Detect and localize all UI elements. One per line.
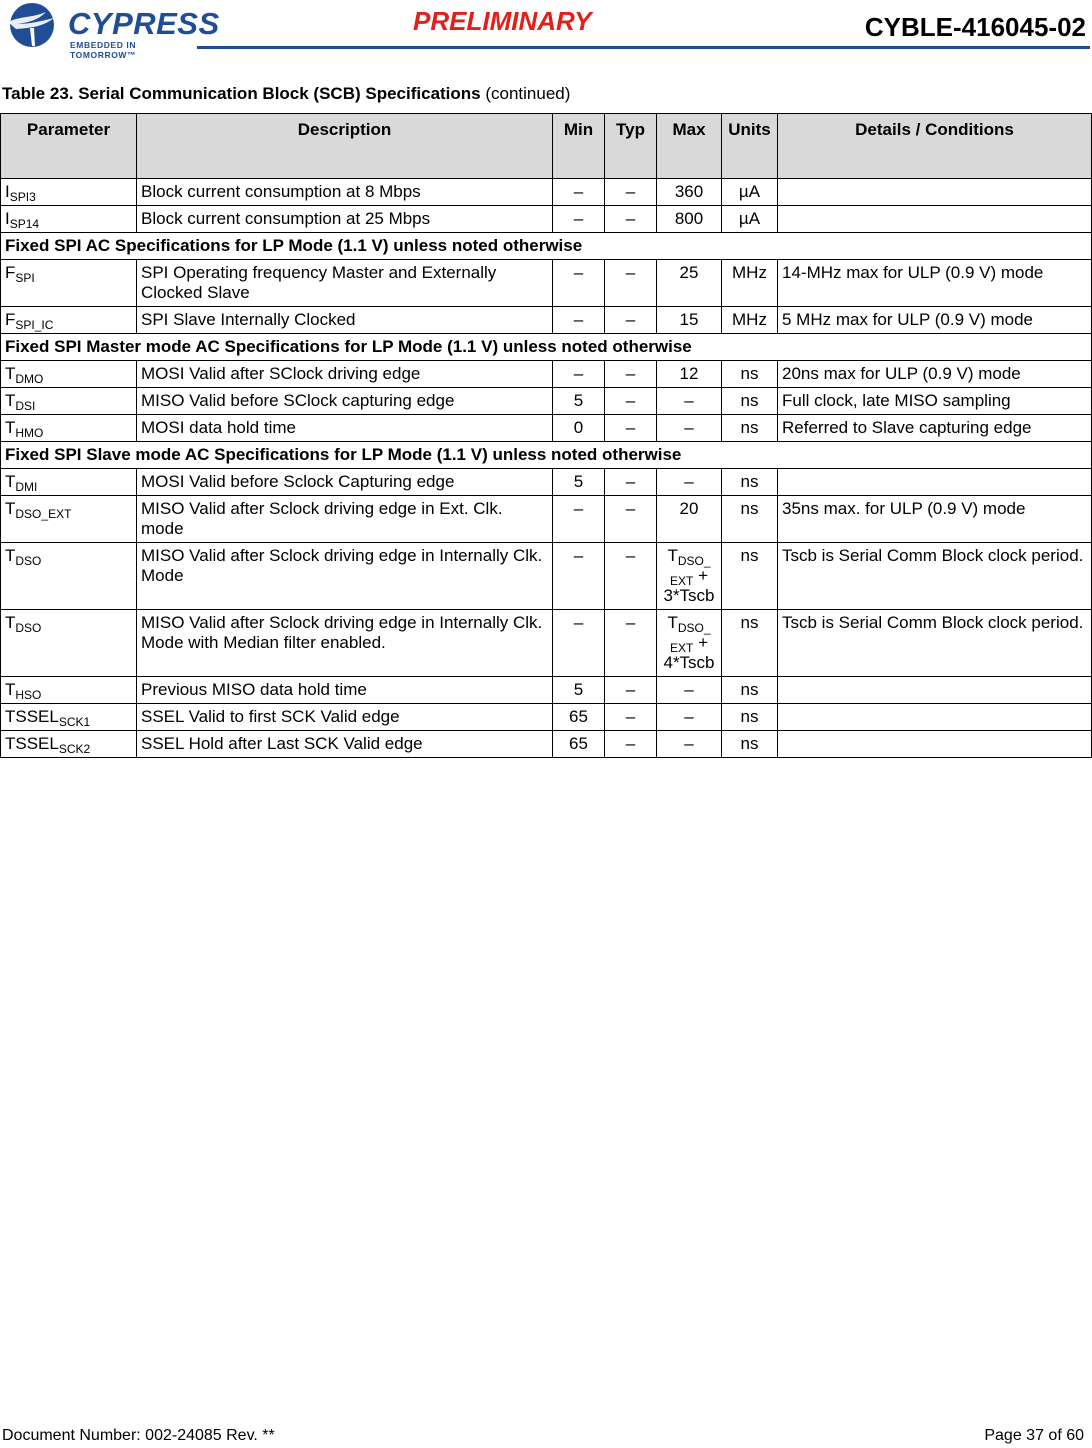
typ-cell: –	[605, 677, 657, 704]
param-symbol: T	[5, 418, 16, 437]
desc-cell: MISO Valid before SClock capturing edge	[137, 388, 553, 415]
units-cell: ns	[722, 731, 778, 758]
param-symbol: I	[5, 209, 10, 228]
min-cell: 65	[553, 731, 605, 758]
col-header-min: Min	[553, 114, 605, 179]
logo-tagline: EMBEDDED IN TOMORROW™	[70, 40, 137, 60]
col-header-details: Details / Conditions	[778, 114, 1092, 179]
table-row	[1, 260, 1092, 307]
param-symbol: T	[5, 364, 16, 383]
typ-cell: –	[605, 179, 657, 206]
header-rule	[197, 46, 1090, 49]
col-header-units: Units	[722, 114, 778, 179]
desc-cell: MISO Valid after Sclock driving edge in Internally Clk. Mode	[137, 543, 553, 610]
param-subscript: SCK1	[58, 715, 91, 729]
cypress-tree-icon	[2, 2, 66, 48]
max-expression: + 4*Tscb	[663, 633, 715, 672]
desc-cell: MISO Valid after Sclock driving edge in Ext. Clk. mode	[137, 496, 553, 543]
max-subscript: DSO_ EXT	[670, 621, 711, 655]
param-subscript: DMI	[15, 480, 38, 494]
details-cell	[778, 206, 1092, 233]
details-cell	[778, 179, 1092, 206]
table-header-row	[1, 114, 1092, 179]
param-cell	[1, 704, 137, 731]
param-symbol: TSSEL	[5, 707, 59, 726]
details-cell: Full clock, late MISO sampling	[778, 388, 1092, 415]
desc-cell: MISO Valid after Sclock driving edge in Internally Clk. Mode with Median filter enabled.	[137, 610, 553, 677]
cypress-logo	[2, 2, 220, 60]
details-cell	[778, 469, 1092, 496]
section-heading: Fixed SPI Master mode AC Specifications for LP Mode (1.1 V) unless noted otherwise	[1, 334, 1092, 361]
table-row	[1, 496, 1092, 543]
param-symbol: T	[5, 499, 16, 518]
col-header-max: Max	[657, 114, 722, 179]
param-cell	[1, 361, 137, 388]
param-subscript: DSO	[15, 621, 42, 635]
param-symbol: T	[5, 546, 16, 565]
details-cell: Referred to Slave capturing edge	[778, 415, 1092, 442]
max-cell: 25	[657, 260, 722, 307]
document-id: CYBLE-416045-02	[864, 12, 1086, 42]
min-cell: –	[553, 260, 605, 307]
units-cell: ns	[722, 388, 778, 415]
section-heading: Fixed SPI AC Specifications for LP Mode (1.1 V) unless noted otherwise	[1, 233, 1092, 260]
max-cell: 360	[657, 179, 722, 206]
col-header-typ: Typ	[605, 114, 657, 179]
details-cell: 14-MHz max for ULP (0.9 V) mode	[778, 260, 1092, 307]
param-cell	[1, 260, 137, 307]
param-cell	[1, 677, 137, 704]
param-cell	[1, 496, 137, 543]
param-subscript: DSI	[15, 399, 36, 413]
units-cell: ns	[722, 704, 778, 731]
typ-cell: –	[605, 610, 657, 677]
param-symbol: TSSEL	[5, 734, 59, 753]
param-symbol: T	[5, 613, 16, 632]
units-cell: ns	[722, 610, 778, 677]
min-cell: –	[553, 610, 605, 677]
details-cell: 5 MHz max for ULP (0.9 V) mode	[778, 307, 1092, 334]
param-subscript: DSO_EXT	[15, 507, 72, 521]
max-cell: –	[657, 704, 722, 731]
preliminary-label: PRELIMINARY	[413, 6, 592, 36]
logo-wordmark: CYPRESS	[68, 6, 220, 41]
desc-cell: SSEL Hold after Last SCK Valid edge	[137, 731, 553, 758]
details-cell: 20ns max for ULP (0.9 V) mode	[778, 361, 1092, 388]
param-symbol: T	[5, 680, 16, 699]
desc-cell: SSEL Valid to first SCK Valid edge	[137, 704, 553, 731]
min-cell: 5	[553, 469, 605, 496]
min-cell: –	[553, 307, 605, 334]
param-cell	[1, 469, 137, 496]
param-symbol: T	[5, 472, 16, 491]
units-cell: ns	[722, 469, 778, 496]
max-cell: 12	[657, 361, 722, 388]
min-cell: –	[553, 179, 605, 206]
param-cell	[1, 415, 137, 442]
max-cell: –	[657, 469, 722, 496]
param-symbol: T	[5, 391, 16, 410]
min-cell: –	[553, 543, 605, 610]
details-cell: 35ns max. for ULP (0.9 V) mode	[778, 496, 1092, 543]
table-row	[1, 361, 1092, 388]
desc-cell: MOSI Valid before Sclock Capturing edge	[137, 469, 553, 496]
min-cell: –	[553, 496, 605, 543]
typ-cell: –	[605, 361, 657, 388]
typ-cell: –	[605, 731, 657, 758]
table-row	[1, 543, 1092, 610]
table-row	[1, 206, 1092, 233]
typ-cell: –	[605, 206, 657, 233]
max-symbol: T	[667, 546, 678, 565]
max-symbol: T	[667, 613, 678, 632]
max-cell: 800	[657, 206, 722, 233]
table-row	[1, 179, 1092, 206]
units-cell: MHz	[722, 260, 778, 307]
details-cell: Tscb is Serial Comm Block clock period.	[778, 610, 1092, 677]
typ-cell: –	[605, 260, 657, 307]
typ-cell: –	[605, 388, 657, 415]
units-cell: MHz	[722, 307, 778, 334]
table-row	[1, 415, 1092, 442]
details-cell	[778, 731, 1092, 758]
units-cell: ns	[722, 361, 778, 388]
table-row	[1, 731, 1092, 758]
scb-spec-table	[0, 113, 1092, 758]
details-cell	[778, 677, 1092, 704]
desc-cell: Block current consumption at 25 Mbps	[137, 206, 553, 233]
page-header	[0, 0, 1092, 60]
page-number: Page 37 of 60	[984, 1427, 1084, 1444]
min-cell: –	[553, 206, 605, 233]
details-cell	[778, 704, 1092, 731]
caption-suffix: (continued)	[480, 84, 571, 103]
col-header-parameter: Parameter	[1, 114, 137, 179]
min-cell: 5	[553, 388, 605, 415]
units-cell: µA	[722, 179, 778, 206]
desc-cell: SPI Slave Internally Clocked	[137, 307, 553, 334]
table-row	[1, 704, 1092, 731]
max-cell	[657, 543, 722, 610]
typ-cell: –	[605, 469, 657, 496]
typ-cell: –	[605, 496, 657, 543]
param-symbol: I	[5, 182, 10, 201]
max-expression: + 3*Tscb	[663, 566, 715, 605]
units-cell: ns	[722, 415, 778, 442]
units-cell: µA	[722, 206, 778, 233]
typ-cell: –	[605, 704, 657, 731]
table-caption	[2, 84, 570, 104]
section-row	[1, 442, 1092, 469]
param-cell	[1, 388, 137, 415]
param-cell	[1, 179, 137, 206]
max-cell: –	[657, 415, 722, 442]
units-cell: ns	[722, 677, 778, 704]
param-cell	[1, 610, 137, 677]
details-cell: Tscb is Serial Comm Block clock period.	[778, 543, 1092, 610]
section-row	[1, 334, 1092, 361]
desc-cell: MOSI data hold time	[137, 415, 553, 442]
param-symbol: F	[5, 263, 16, 282]
param-subscript: SP14	[9, 217, 40, 231]
desc-cell: MOSI Valid after SClock driving edge	[137, 361, 553, 388]
max-cell	[657, 610, 722, 677]
min-cell: 0	[553, 415, 605, 442]
param-subscript: DMO	[15, 372, 44, 386]
table-row	[1, 469, 1092, 496]
typ-cell: –	[605, 543, 657, 610]
max-cell: –	[657, 731, 722, 758]
min-cell: –	[553, 361, 605, 388]
param-subscript: HSO	[15, 688, 42, 702]
param-subscript: SPI	[15, 271, 35, 285]
table-row	[1, 307, 1092, 334]
param-symbol: F	[5, 310, 16, 329]
typ-cell: –	[605, 415, 657, 442]
document-number: Document Number: 002-24085 Rev. **	[2, 1427, 275, 1444]
param-subscript: SCK2	[58, 742, 91, 756]
desc-cell: Block current consumption at 8 Mbps	[137, 179, 553, 206]
section-row	[1, 233, 1092, 260]
desc-cell: Previous MISO data hold time	[137, 677, 553, 704]
param-subscript: SPI3	[9, 190, 36, 204]
param-cell	[1, 307, 137, 334]
max-cell: 15	[657, 307, 722, 334]
max-cell: 20	[657, 496, 722, 543]
param-subscript: HMO	[15, 426, 44, 440]
max-cell: –	[657, 388, 722, 415]
table-row	[1, 610, 1092, 677]
section-heading: Fixed SPI Slave mode AC Specifications for LP Mode (1.1 V) unless noted otherwise	[1, 442, 1092, 469]
typ-cell: –	[605, 307, 657, 334]
table-row	[1, 388, 1092, 415]
param-cell	[1, 731, 137, 758]
param-cell	[1, 206, 137, 233]
desc-cell: SPI Operating frequency Master and Externally Clocked Slave	[137, 260, 553, 307]
caption-title: Table 23. Serial Communication Block (SCB) Specifications	[2, 84, 481, 103]
units-cell: ns	[722, 496, 778, 543]
col-header-description: Description	[137, 114, 553, 179]
min-cell: 5	[553, 677, 605, 704]
param-subscript: SPI_IC	[15, 318, 54, 332]
param-subscript: DSO	[15, 554, 42, 568]
min-cell: 65	[553, 704, 605, 731]
max-subscript: DSO_ EXT	[670, 554, 711, 588]
max-cell: –	[657, 677, 722, 704]
table-row	[1, 677, 1092, 704]
units-cell: ns	[722, 543, 778, 610]
param-cell	[1, 543, 137, 610]
